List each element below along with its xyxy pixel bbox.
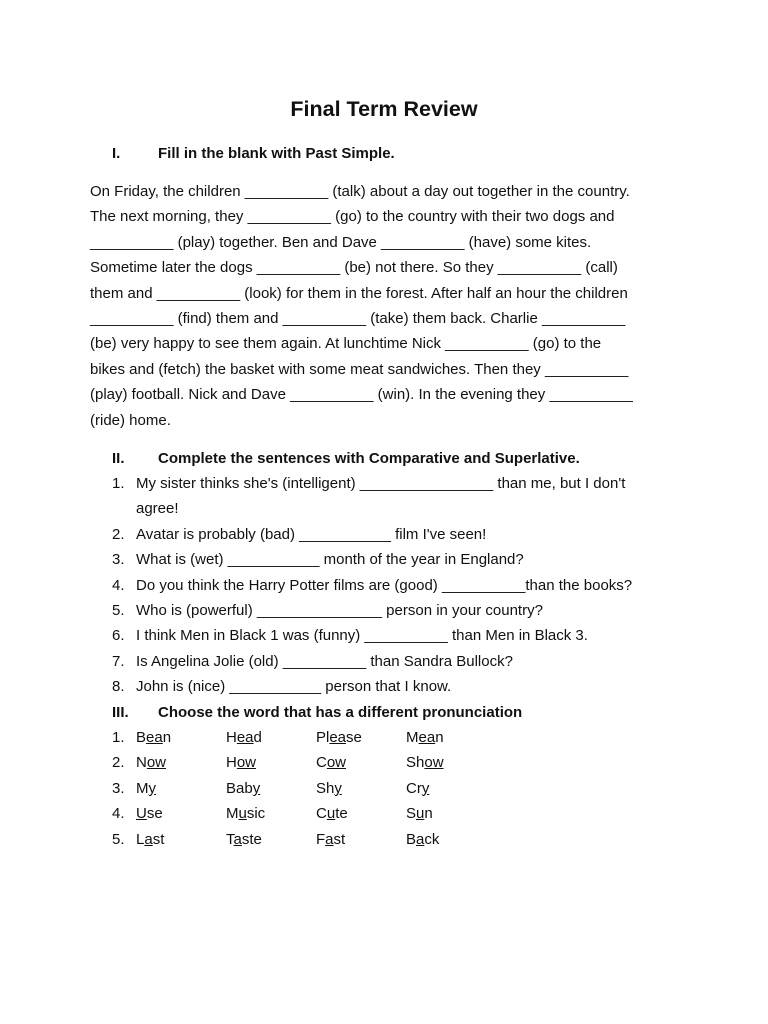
word-prefix: B: [406, 830, 417, 848]
word-option: [316, 827, 406, 852]
sentence-item: [112, 674, 692, 699]
sentence-text: Is Angelina Jolie (old) __________ than Sandra Bullock?: [136, 652, 513, 670]
sentence-item: [112, 547, 692, 572]
passage-line: (ride) home.: [90, 411, 171, 429]
word-prefix: L: [136, 830, 145, 848]
word-suffix: se: [346, 729, 362, 746]
word-prefix: M: [226, 805, 239, 823]
word-prefix: Sh: [406, 754, 425, 772]
passage-line: On Friday, the children __________ (talk) about a day out together in the country.: [90, 183, 630, 200]
underlined-sound: u: [326, 805, 336, 823]
word-suffix: d: [253, 729, 262, 746]
underlined-sound: y: [334, 779, 342, 797]
underlined-sound: ea: [418, 729, 436, 746]
sentence-item: [112, 522, 692, 547]
word-prefix: H: [226, 729, 237, 746]
underlined-sound: a: [416, 830, 425, 848]
item-number: 8.: [112, 678, 125, 696]
item-number: 3.: [112, 779, 125, 797]
word-option: [136, 827, 226, 852]
sentence-item: [112, 471, 692, 522]
underlined-sound: y: [252, 779, 261, 797]
word-option: [136, 725, 226, 750]
word-option: [136, 776, 226, 801]
word-prefix: Sh: [316, 779, 335, 797]
word-prefix: T: [226, 830, 234, 848]
word-suffix: n: [435, 729, 444, 746]
word-prefix: S: [406, 805, 417, 823]
sentence-item: [112, 573, 692, 598]
pronunciation-row: [112, 725, 496, 750]
section-1-title: Fill in the blank with Past Simple.: [158, 145, 395, 162]
item-number: 4.: [112, 576, 125, 594]
word-option: [406, 725, 496, 750]
pronunciation-row: [112, 750, 496, 775]
passage-line: __________ (play) together. Ben and Dave __________ (have) some kites.: [90, 233, 592, 251]
underlined-sound: ea: [236, 729, 254, 746]
word-suffix: ste: [241, 830, 262, 848]
word-prefix: N: [136, 754, 147, 772]
item-number: 1.: [112, 475, 125, 492]
word-option: [226, 725, 316, 750]
word-option: [406, 776, 496, 801]
word-prefix: C: [316, 805, 327, 823]
word-prefix: B: [136, 729, 147, 746]
word-suffix: n: [424, 805, 433, 823]
underlined-sound: a: [233, 830, 242, 848]
item-number: 3.: [112, 551, 125, 569]
item-number: 6.: [112, 627, 125, 645]
sentence-text: Avatar is probably (bad) ___________ film I've seen!: [136, 525, 487, 543]
section-1-heading: [112, 141, 395, 166]
word-suffix: ck: [424, 830, 440, 848]
word-option: [406, 750, 496, 775]
past-simple-passage: [90, 179, 690, 433]
word-suffix: se: [146, 805, 163, 823]
pronunciation-row: [112, 776, 496, 801]
word-option: [406, 801, 496, 826]
word-suffix: sic: [246, 805, 266, 823]
word-prefix: H: [226, 754, 237, 772]
sentence-text: My sister thinks she's (intelligent) ________________ than me, but I don't: [136, 475, 626, 492]
comparative-superlative-list: [112, 471, 692, 700]
item-number: 2.: [112, 525, 125, 543]
word-option: [136, 801, 226, 826]
word-suffix: n: [162, 729, 172, 746]
page-title: Final Term Review: [290, 97, 478, 121]
pronunciation-row: [112, 801, 496, 826]
item-number: 5.: [112, 602, 125, 620]
word-prefix: M: [406, 729, 419, 746]
underlined-sound: ow: [236, 754, 257, 772]
section-3-title: Choose the word that has a different pronunciation: [158, 704, 523, 721]
underlined-sound: y: [421, 779, 430, 797]
underlined-sound: a: [325, 830, 334, 848]
pronunciation-list: [112, 725, 496, 852]
word-option: [226, 776, 316, 801]
section-3-heading: [112, 700, 522, 725]
section-1-number: I.: [112, 145, 121, 162]
section-2-number: II.: [112, 450, 125, 467]
section-2-title: Complete the sentences with Comparative and Superlative.: [158, 450, 580, 467]
sentence-item: [112, 598, 692, 623]
word-option: [226, 827, 316, 852]
word-prefix: Bab: [226, 779, 253, 797]
passage-line: (play) football. Nick and Dave __________ (win). In the evening they __________: [90, 386, 633, 404]
underlined-sound: y: [148, 779, 156, 797]
underlined-sound: ow: [326, 754, 347, 772]
word-prefix: C: [316, 754, 327, 772]
sentence-text: John is (nice) ___________ person that I know.: [136, 678, 452, 696]
item-number: 7.: [112, 652, 125, 670]
word-prefix: F: [316, 830, 326, 848]
underlined-sound: ea: [329, 729, 347, 746]
sentence-item: [112, 623, 692, 648]
passage-line: __________ (find) them and __________ (take) them back. Charlie __________: [90, 309, 626, 327]
word-option: [316, 776, 406, 801]
section-3-number: III.: [112, 704, 129, 721]
underlined-sound: ea: [146, 729, 163, 746]
sentence-text: I think Men in Black 1 was (funny) __________ than Men in Black 3.: [136, 627, 588, 645]
sentence-text: Do you think the Harry Potter films are (good) __________than the books?: [136, 576, 633, 594]
word-suffix: st: [333, 830, 346, 848]
underlined-sound: a: [144, 830, 153, 848]
passage-line: Sometime later the dogs __________ (be) not there. So they __________ (call): [90, 259, 618, 277]
word-option: [316, 725, 406, 750]
word-option: [406, 827, 496, 852]
word-prefix: Cr: [406, 779, 422, 797]
word-prefix: Pl: [316, 729, 330, 746]
word-option: [136, 750, 226, 775]
underlined-sound: ow: [146, 754, 167, 772]
section-2-heading: [112, 446, 580, 471]
underlined-sound: u: [416, 805, 425, 823]
sentence-text: What is (wet) ___________ month of the year in England?: [136, 551, 524, 569]
sentence-text: Who is (powerful) _______________ person in your country?: [136, 602, 543, 620]
word-option: [226, 750, 316, 775]
item-number: 5.: [112, 830, 125, 848]
passage-line: The next morning, they __________ (go) to the country with their two dogs and: [90, 208, 615, 226]
underlined-sound: U: [136, 805, 147, 823]
item-number: 2.: [112, 754, 125, 772]
passage-line: bikes and (fetch) the basket with some meat sandwiches. Then they __________: [90, 360, 629, 378]
word-option: [316, 801, 406, 826]
sentence-text: agree!: [136, 500, 179, 518]
underlined-sound: u: [238, 805, 247, 823]
underlined-sound: ow: [424, 754, 444, 772]
item-number: 1.: [112, 729, 125, 746]
pronunciation-row: [112, 827, 496, 852]
passage-line: (be) very happy to see them again. At lunchtime Nick __________ (go) to the: [90, 335, 602, 353]
passage-line: them and __________ (look) for them in the forest. After half an hour the children: [90, 284, 628, 302]
word-suffix: te: [335, 805, 348, 823]
word-option: [316, 750, 406, 775]
item-number: 4.: [112, 805, 125, 823]
word-suffix: st: [152, 830, 165, 848]
word-option: [226, 801, 316, 826]
word-prefix: M: [136, 779, 149, 797]
sentence-item: [112, 649, 692, 674]
